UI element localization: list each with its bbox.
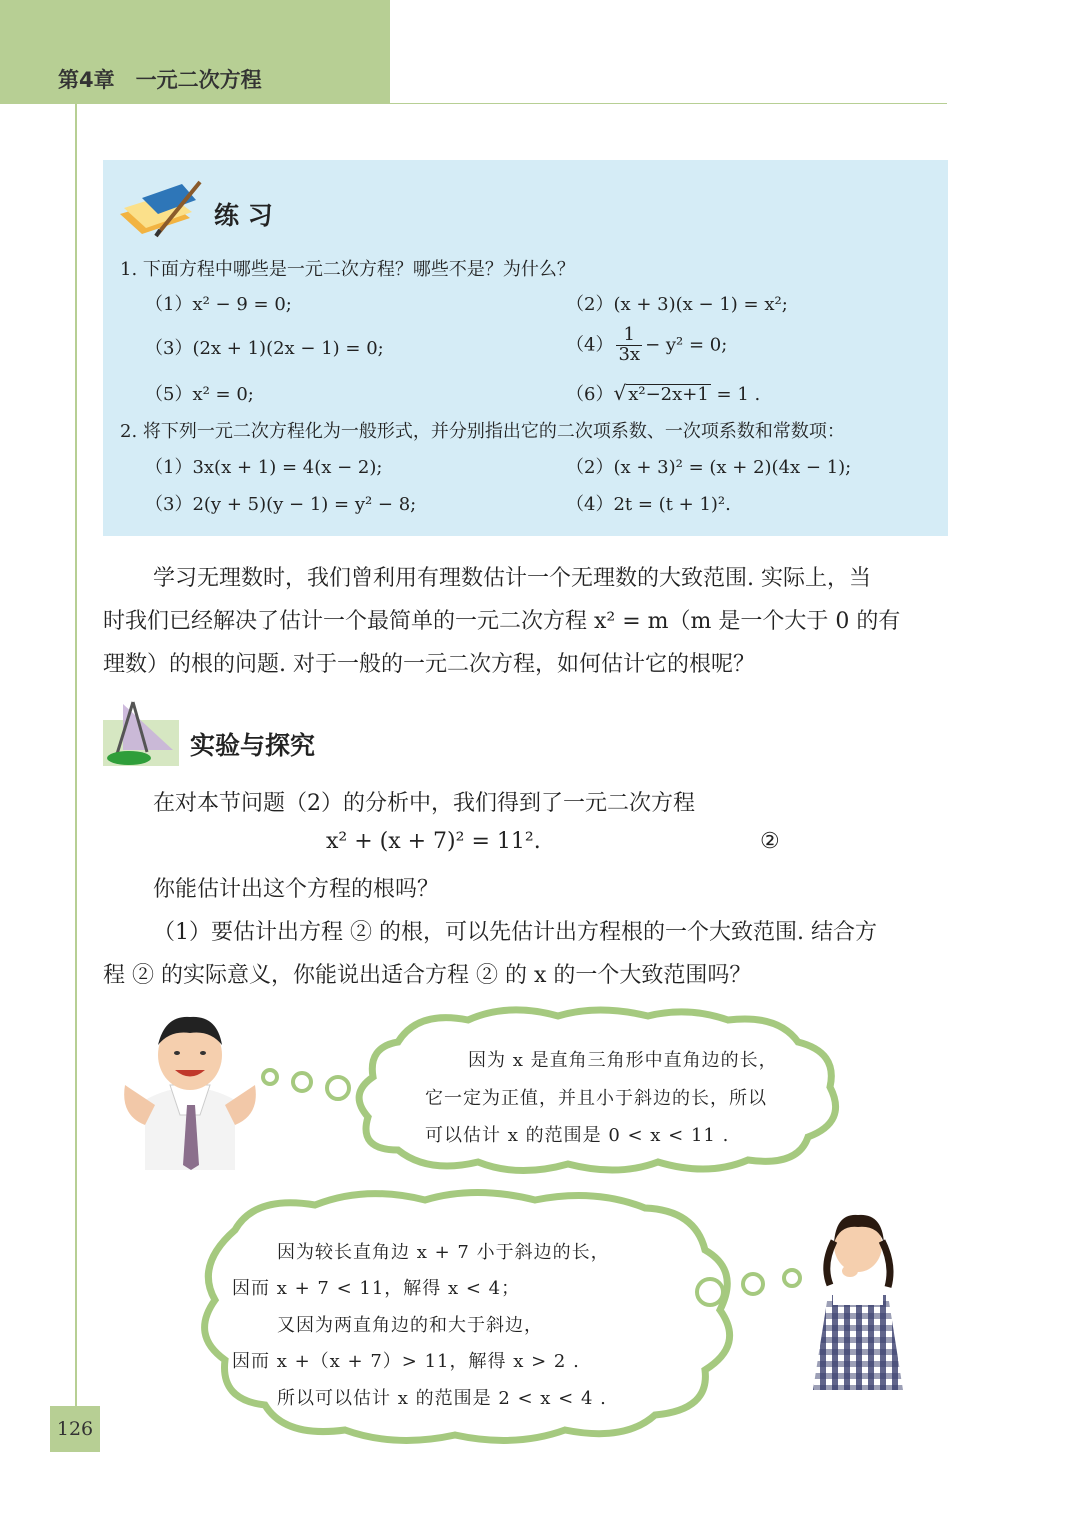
boy-illustration [115, 1005, 265, 1170]
experiment-line-1: 在对本节问题（2）的分析中，我们得到了一元二次方程 [153, 791, 695, 816]
book-pencil-icon [116, 178, 202, 240]
girl-bubble-line-2: 因而 x + 7 < 11，解得 x < 4； [232, 1278, 521, 1299]
exercise-q1-prompt: 1. 下面方程中哪些是一元二次方程？哪些不是？为什么？ [120, 259, 575, 280]
q2-item-4: （4）2t = (t + 1)². [566, 494, 731, 515]
exercise-q2-prompt: 2. 将下列一元二次方程化为一般形式，并分别指出它的二次项系数、一次项系数和常数项： [120, 421, 845, 442]
q1-item-6: （6）√ x²−2x+1 = 1 . [566, 381, 761, 405]
chapter-title: 第4章 一元二次方程 [58, 68, 262, 92]
margin-line [75, 104, 77, 1409]
compass-triangle-icon [103, 700, 179, 766]
page-number: 126 [50, 1406, 100, 1452]
intro-line-1: 学习无理数时，我们曾利用有理数估计一个无理数的大致范围. 实际上，当 [153, 566, 871, 591]
girl-bubble-line-1: 因为较长直角边 x + 7 小于斜边的长， [277, 1242, 610, 1263]
q1-item-4: （4） $\frac{1}{3x}$ − y² = 0; [566, 324, 728, 365]
girl-bubble-line-4: 因而 x +（x + 7）> 11，解得 x > 2 . [232, 1351, 580, 1372]
intro-line-2: 时我们已经解决了估计一个最简单的一元二次方程 x² = m（m 是一个大于 0 的有 [103, 609, 901, 634]
exercise-title: 练 习 [214, 201, 273, 230]
q1-item-1: （1）x² − 9 = 0; [145, 294, 292, 315]
q2-item-1: （1）3x(x + 1) = 4(x − 2); [145, 457, 383, 478]
experiment-title: 实验与探究 [190, 731, 316, 760]
equation-number: ② [760, 829, 780, 854]
intro-line-3: 理数）的根的问题. 对于一般的一元二次方程，如何估计它的根呢？ [103, 652, 755, 677]
equation-2: x² + (x + 7)² = 11². [326, 829, 541, 854]
q1-item-2: （2）(x + 3)(x − 1) = x²; [566, 294, 788, 315]
girl-bubble-line-5: 所以可以估计 x 的范围是 2 < x < 4 . [277, 1388, 607, 1409]
q2-item-2: （2）(x + 3)² = (x + 2)(4x − 1); [566, 457, 852, 478]
q1-item-3: （3）(2x + 1)(2x − 1) = 0; [145, 338, 384, 359]
fraction: $\frac{1}{3x}$ [618, 324, 641, 365]
q2-item-3: （3）2(y + 5)(y − 1) = y² − 8; [145, 494, 417, 515]
boy-bubble-line-1: 因为 x 是直角三角形中直角边的长， [468, 1050, 778, 1071]
header-rule [390, 103, 947, 104]
q1-item-5: （5）x² = 0; [145, 384, 254, 405]
girl-bubble-line-3: 又因为两直角边的和大于斜边， [277, 1315, 543, 1336]
experiment-line-4: 程 ② 的实际意义，你能说出适合方程 ② 的 x 的一个大致范围吗？ [103, 963, 752, 988]
experiment-line-3: （1）要估计出方程 ② 的根，可以先估计出方程根的一个大致范围. 结合方 [153, 920, 877, 945]
girl-illustration [808, 1205, 908, 1395]
boy-bubble-line-2: 它一定为正值，并且小于斜边的长，所以 [425, 1088, 767, 1109]
boy-bubble-line-3: 可以估计 x 的范围是 0 < x < 11 . [425, 1125, 730, 1146]
radicand: x²−2x+1 [628, 384, 709, 405]
experiment-line-2: 你能估计出这个方程的根吗？ [153, 877, 440, 902]
